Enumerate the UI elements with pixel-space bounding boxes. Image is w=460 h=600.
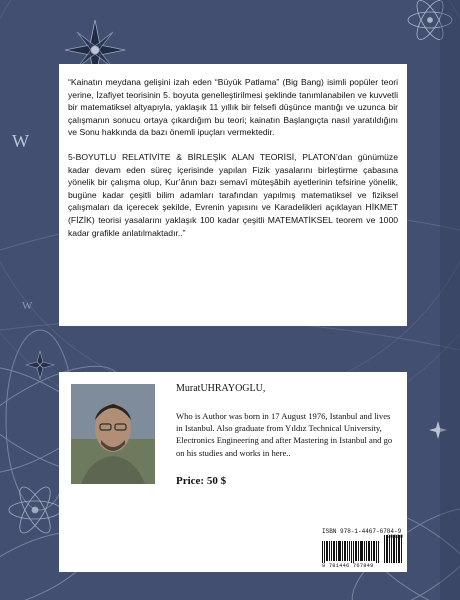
author-name: MuratUHRAYOGLU, (176, 383, 266, 394)
compass-letter-faint: W (22, 300, 33, 312)
author-bio: Who is Author was born in 17 August 1976, Istanbul and lives in Istanbul. Also graduate from Yıldız Technical University, Electronics Engineering and after Mastering in Istanbul and go on his studies and works in here.. (176, 411, 393, 458)
blurb-paragraph-1: “Kainatın meydana gelişini izah eden “Büyük Patlama” (Big Bang) isimli popüler teori yerine, İzafiyet teorisinin 5. boyuta genelleştirilmesi şeklinde tanımlanabilen ve kuvvetli bir matematiksel altyapıyla, yaklaşık 11 yıllık bir felsefi düşünce mantığı ve uzunca bir çalışmanın sonucu ortaya çıkardığım bu teori; kainatın Başlangıçta nasıl yaratıldığını ve Sonu hakkında da bazı önemli ipuçları vermektedir. (68, 77, 398, 138)
barcode-digits: 9 781446 767849 (322, 563, 374, 569)
author-photo (71, 384, 155, 484)
author-panel (59, 372, 407, 572)
isbn-number: ISBN 978-1-4467-6784-9 (322, 528, 402, 535)
author-portrait-image (71, 384, 155, 484)
blurb-paragraph-2: 5-BOYUTLU RELATİVİTE & BİRLEŞİK ALAN TEORİSİ, PLATON’dan günümüze kadar devam eden süreç içerisinde yapılan Fizik yasalarını birleştirme çabasına yönelik bir çalışma olup, Kur’ânın bazı semavî müteşâbih ayetlerinin tefsirine yönelik, bugüne kadar çeşitli bilim adamları tarafından yapılmış matematiksel ve fiziksel çalışmaları da içerecek şekilde, Evrenin yapısını ve Karadelikleri açıklayan HİKMET (FİZİK) teorisi yasalarını yaklaşık 100 kadar çeşitli MATEMATİKSEL teorem ve 1000 kadar grafikle anlatılmaktadır..” (68, 151, 398, 238)
barcode-bars (322, 535, 403, 563)
price-label: Price: 50 $ (176, 475, 227, 487)
barcode (320, 528, 405, 570)
blurb-panel (59, 64, 407, 326)
compass-letter: W (12, 131, 29, 151)
